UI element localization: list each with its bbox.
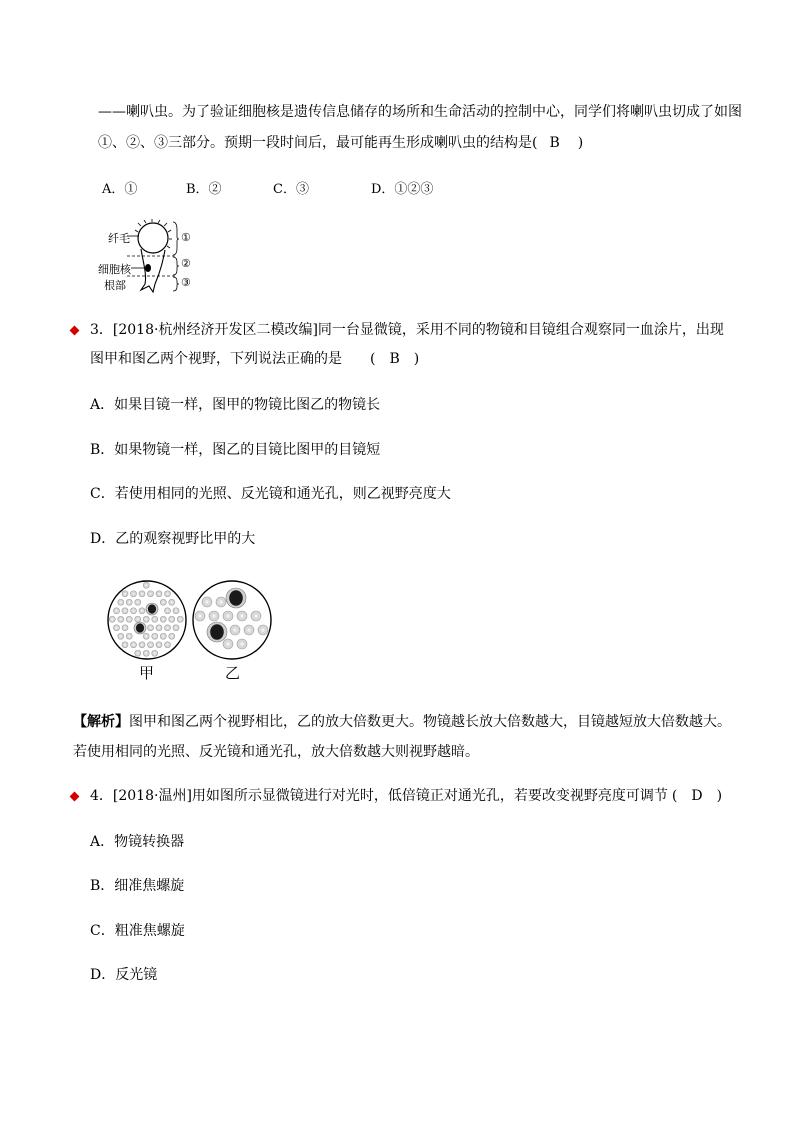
q3-diamond-icon xyxy=(70,326,80,336)
worm-nucleus xyxy=(145,264,151,272)
cell-center xyxy=(198,614,202,618)
cell-center xyxy=(171,635,173,637)
cell-center xyxy=(137,601,139,603)
cell-center xyxy=(158,627,160,629)
cell-center xyxy=(132,593,134,595)
cell-center xyxy=(124,644,126,646)
q2-stem-line2 xyxy=(98,133,583,153)
q4-stem-text: 4．[2018·温州]用如图所示显微镜进行对光时，低倍镜正对通光孔，若要改变视野亮度可调节 xyxy=(90,788,668,804)
label-cilia: 纤毛 xyxy=(108,232,130,245)
q4-option-b: B．细准焦螺旋 xyxy=(90,878,185,894)
cell-center xyxy=(158,644,160,646)
cell-center xyxy=(128,635,130,637)
label-part3: ③ xyxy=(181,276,191,289)
blood-smear-yi xyxy=(190,578,274,662)
cell-center xyxy=(141,610,143,612)
cell-center xyxy=(166,627,168,629)
cell-center xyxy=(166,593,168,595)
cell-center xyxy=(240,642,244,646)
q2-option-d: D．①②③ xyxy=(371,182,434,197)
q3-option-a: A．如果目镜一样，图甲的物镜比图乙的物镜长 xyxy=(90,397,381,413)
cell-center xyxy=(166,644,168,646)
white-blood-cell-nucleus xyxy=(210,624,224,640)
cell-center xyxy=(205,600,209,604)
label-part1: ① xyxy=(181,231,191,244)
cell-center xyxy=(261,628,265,632)
cell-center xyxy=(124,610,126,612)
cell-center xyxy=(124,627,126,629)
q4-stem-line1: 4．[2018·温州]用如图所示显微镜进行对光时，低倍镜正对通光孔，若要改变视野亮度可调节 ( D ) xyxy=(90,788,723,804)
label-nucleus: 细胞核 xyxy=(98,263,131,276)
cell-center xyxy=(219,600,223,604)
cell-center xyxy=(145,652,147,654)
q4-answer: D xyxy=(691,788,703,804)
q2-stem-line2-text: ①、②、③三部分。预期一段时间后，最可能再生形成喇叭虫的结构是( xyxy=(98,135,538,151)
q3-option-b: B．如果物镜一样，图乙的目镜比图甲的目镜短 xyxy=(90,442,381,458)
cell-center xyxy=(171,601,173,603)
cell-center xyxy=(240,614,244,618)
analysis-tag: 【解析】 xyxy=(73,714,129,730)
cell-center xyxy=(212,614,216,618)
q2-stem-line1: ——喇叭虫。为了验证细胞核是遗传信息储存的场所和生命活动的控制中心，同学们将喇叭虫切成了如图 xyxy=(98,104,742,120)
cell-center xyxy=(115,610,117,612)
cell-center xyxy=(145,618,147,620)
label-root: 根部 xyxy=(104,279,126,292)
cell-center xyxy=(154,618,156,620)
q2-option-b: B．② xyxy=(186,182,222,197)
worm-head xyxy=(138,223,168,253)
q2-option-a: A．① xyxy=(102,182,138,197)
cell-center xyxy=(149,644,151,646)
cell-center xyxy=(162,601,164,603)
cell-center xyxy=(111,618,113,620)
cell-center xyxy=(247,628,251,632)
q2-answer: B xyxy=(549,135,560,151)
cell-center xyxy=(154,635,156,637)
q4-option-a: A．物镜转换器 xyxy=(90,834,185,850)
q3-stem-line2-text: 图甲和图乙两个视野，下列说法正确的是 xyxy=(90,351,342,367)
cell-center xyxy=(226,642,230,646)
cell-center xyxy=(120,635,122,637)
cell-center xyxy=(166,610,168,612)
cell-center xyxy=(141,644,143,646)
cell-center xyxy=(149,593,151,595)
cell-center xyxy=(145,584,147,586)
cell-center xyxy=(162,635,164,637)
cell-center xyxy=(154,652,156,654)
blood-smear-jia xyxy=(105,578,189,662)
cell-center xyxy=(233,628,237,632)
cell-center xyxy=(179,618,181,620)
cell-center xyxy=(115,627,117,629)
q2-stem-line2-close: ) xyxy=(577,135,584,151)
cell-center xyxy=(120,601,122,603)
cell-center xyxy=(137,618,139,620)
q4-diamond-icon xyxy=(70,792,80,802)
cell-center xyxy=(226,614,230,618)
cell-center xyxy=(128,601,130,603)
label-part2: ② xyxy=(181,257,191,270)
analysis-line2: 若使用相同的光照、反光镜和通光孔，放大倍数越大则视野越暗。 xyxy=(73,744,479,760)
cell-center xyxy=(145,635,147,637)
cell-center xyxy=(128,618,130,620)
q4-option-c: C．粗准焦螺旋 xyxy=(90,923,185,939)
label-jia: 甲 xyxy=(139,664,155,682)
cell-center xyxy=(175,610,177,612)
cell-center xyxy=(141,593,143,595)
cell-center xyxy=(254,614,258,618)
cell-center xyxy=(137,652,139,654)
q3-stem-line1: 3．[2018·杭州经济开发区二模改编]同一台显微镜，采用不同的物镜和目镜组合观察同一血涂片，出现 xyxy=(90,322,724,338)
cell-center xyxy=(132,610,134,612)
q4-option-d: D．反光镜 xyxy=(90,967,158,983)
q2-option-c: C．③ xyxy=(273,182,309,197)
white-blood-cell-nucleus xyxy=(229,590,243,606)
q3-stem-line2: 图甲和图乙两个视野，下列说法正确的是 ( B ) xyxy=(90,351,420,367)
cell-center xyxy=(162,618,164,620)
cell-center xyxy=(175,627,177,629)
white-blood-cell-nucleus xyxy=(148,604,156,613)
cell-center xyxy=(132,644,134,646)
cell-center xyxy=(171,618,173,620)
cell-center xyxy=(149,627,151,629)
cell-center xyxy=(124,593,126,595)
analysis-text-1: 图甲和图乙两个视野相比，乙的放大倍数更大。物镜越长放大倍数越大，目镜越短放大倍数越大。 xyxy=(129,714,731,730)
q3-option-c: C．若使用相同的光照、反光镜和通光孔，则乙视野亮度大 xyxy=(90,486,451,502)
q3-option-d: D．乙的观察视野比甲的大 xyxy=(90,531,256,547)
cell-center xyxy=(120,618,122,620)
label-yi: 乙 xyxy=(225,664,241,682)
q3-answer: B xyxy=(389,351,400,367)
white-blood-cell-nucleus xyxy=(136,623,144,632)
cell-center xyxy=(158,593,160,595)
worm-body xyxy=(141,249,165,292)
analysis-line1 xyxy=(73,712,731,732)
